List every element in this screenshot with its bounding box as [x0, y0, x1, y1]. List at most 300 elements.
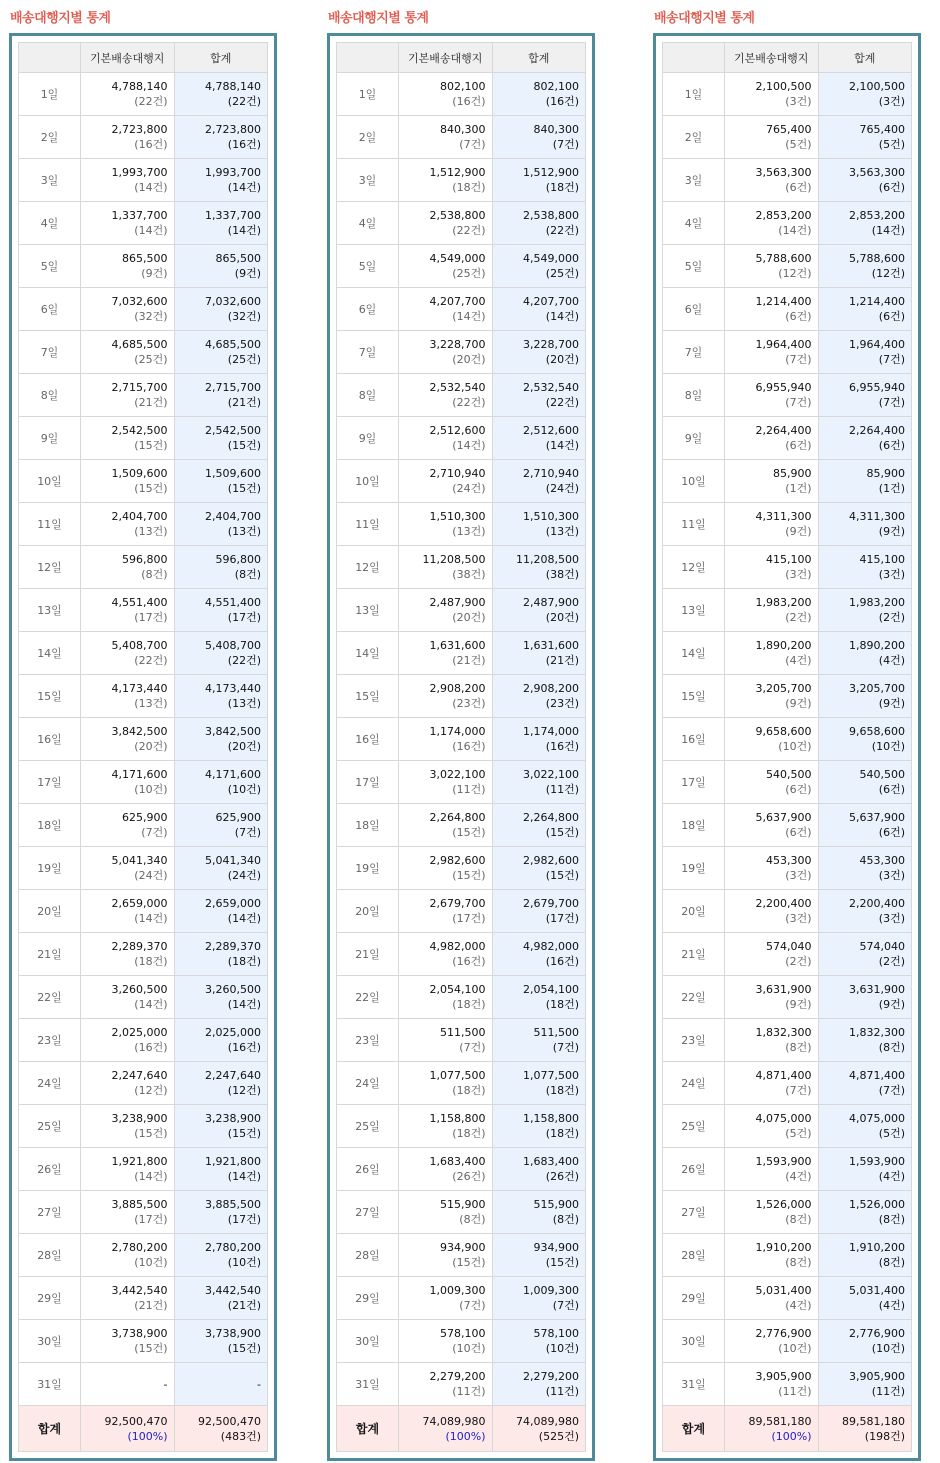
agency-amount-cell [725, 933, 819, 976]
row-total-amount: 453,300 [859, 854, 905, 867]
total-amount-cell [818, 116, 912, 159]
table-row [663, 718, 912, 761]
row-total-amount: 574,040 [859, 940, 905, 953]
table-row [19, 245, 268, 288]
row-total-amount: 2,512,600 [523, 424, 579, 437]
row-total-amount: 540,500 [859, 768, 905, 781]
row-total-count: (2건) [878, 955, 905, 968]
row-total-count: (38건) [545, 568, 579, 581]
agency-count: (15건) [452, 869, 486, 882]
total-amount-cell [818, 1148, 912, 1191]
agency-count: (13건) [134, 697, 168, 710]
agency-count: (9건) [785, 998, 812, 1011]
total-amount-cell [492, 417, 586, 460]
total-amount-cell [492, 589, 586, 632]
row-total-amount: 1,512,900 [523, 166, 579, 179]
agency-amount-cell [725, 847, 819, 890]
row-total-count: (24건) [227, 869, 261, 882]
agency-amount: 1,158,800 [429, 1112, 486, 1125]
row-total-amount: 4,173,440 [205, 682, 261, 695]
day-label: 26일 [663, 1148, 725, 1191]
agency-count: (11건) [452, 783, 486, 796]
agency-amount: 596,800 [122, 553, 168, 566]
total-amount-cell [174, 847, 268, 890]
row-total-amount: 1,077,500 [523, 1069, 579, 1082]
day-label: 21일 [19, 933, 81, 976]
agency-count: (14건) [134, 912, 168, 925]
row-total-amount: 2,404,700 [205, 510, 261, 523]
agency-amount: 2,264,400 [755, 424, 812, 437]
agency-amount-cell [81, 1320, 175, 1363]
total-amount-cell [492, 1277, 586, 1320]
agency-amount: 1,512,900 [429, 166, 486, 179]
row-total-amount: 515,900 [533, 1198, 579, 1211]
agency-amount: 2,542,500 [111, 424, 168, 437]
total-amount-cell [174, 804, 268, 847]
agency-count: (14건) [452, 310, 486, 323]
table-row [337, 1234, 586, 1277]
agency-amount-cell [725, 1148, 819, 1191]
row-total-amount: 2,200,400 [849, 897, 905, 910]
day-label: 30일 [663, 1320, 725, 1363]
row-total-amount: 4,311,300 [849, 510, 905, 523]
day-label: 29일 [19, 1277, 81, 1320]
day-label: 30일 [19, 1320, 81, 1363]
total-amount-cell [174, 245, 268, 288]
day-label: 5일 [663, 245, 725, 288]
day-label: 2일 [337, 116, 399, 159]
row-total-count: (14건) [871, 224, 905, 237]
agency-amount: 1,526,000 [755, 1198, 812, 1211]
row-total-amount: 2,289,370 [205, 940, 261, 953]
agency-amount: 2,100,500 [755, 80, 812, 93]
total-amount-cell [174, 546, 268, 589]
row-total-amount: 2,715,700 [205, 381, 261, 394]
total-amount-cell [818, 159, 912, 202]
table-row [19, 1363, 268, 1406]
total-amount-cell [818, 1191, 912, 1234]
table-row [19, 331, 268, 374]
row-total-count: (15건) [545, 826, 579, 839]
agency-amount-cell [81, 847, 175, 890]
agency-count: (7건) [785, 1084, 812, 1097]
agency-amount: 2,659,000 [111, 897, 168, 910]
total-percent: (100%) [771, 1429, 812, 1443]
total-amount-cell [492, 890, 586, 933]
agency-count: (15건) [134, 439, 168, 452]
total-amount-cell [174, 1234, 268, 1277]
table-row [337, 288, 586, 331]
day-label: 16일 [19, 718, 81, 761]
total-amount-cell [174, 503, 268, 546]
total-amount-cell [492, 546, 586, 589]
table-row [337, 1148, 586, 1191]
table-row [19, 1062, 268, 1105]
agency-amount: 3,442,540 [111, 1284, 168, 1297]
row-total-count: (9건) [878, 697, 905, 710]
table-row [19, 503, 268, 546]
table-header-row [663, 43, 912, 73]
table-row [19, 116, 268, 159]
agency-amount-cell [81, 1191, 175, 1234]
day-label: 31일 [663, 1363, 725, 1406]
agency-amount-cell [725, 73, 819, 116]
agency-amount-cell [725, 1277, 819, 1320]
total-amount-cell [492, 245, 586, 288]
total-amount-cell [492, 202, 586, 245]
row-total-count: (6건) [878, 783, 905, 796]
agency-amount-cell [81, 675, 175, 718]
agency-stats-table [662, 42, 912, 1452]
row-total-amount: 4,788,140 [205, 80, 261, 93]
day-label: 2일 [663, 116, 725, 159]
agency-count: (18건) [452, 1084, 486, 1097]
day-label: 3일 [337, 159, 399, 202]
agency-amount-cell [399, 761, 493, 804]
row-total-count: (15건) [545, 869, 579, 882]
table-row [337, 1105, 586, 1148]
day-label: 4일 [663, 202, 725, 245]
row-total-count: (15건) [227, 482, 261, 495]
total-amount-cell [492, 718, 586, 761]
day-label: 5일 [19, 245, 81, 288]
table-row [663, 417, 912, 460]
agency-amount-cell [399, 890, 493, 933]
total-amount: 92,500,470 [104, 1414, 168, 1428]
day-label: 27일 [663, 1191, 725, 1234]
header-default-agency: 기본배송대행지 [725, 43, 819, 73]
row-total-count: (18건) [545, 181, 579, 194]
row-total-count: (22건) [227, 654, 261, 667]
day-label: 12일 [663, 546, 725, 589]
row-total-count: (7건) [878, 353, 905, 366]
agency-count: (5건) [785, 138, 812, 151]
row-total-count: (13건) [227, 525, 261, 538]
total-amount: 89,581,180 [748, 1414, 812, 1428]
agency-amount: 3,738,900 [111, 1327, 168, 1340]
agency-amount: 2,532,540 [429, 381, 486, 394]
agency-amount-cell [81, 331, 175, 374]
table-row [663, 890, 912, 933]
agency-amount: 1,631,600 [429, 639, 486, 652]
agency-amount: 1,983,200 [755, 596, 812, 609]
row-total-amount: 1,683,400 [523, 1155, 579, 1168]
table-row [663, 675, 912, 718]
total-amount-cell [174, 1062, 268, 1105]
row-total-count: (8건) [878, 1256, 905, 1269]
agency-amount-cell [399, 1148, 493, 1191]
row-total-count: (15건) [227, 1342, 261, 1355]
row-total-count: (8건) [552, 1213, 579, 1226]
row-total-amount: 1,214,400 [849, 295, 905, 308]
total-amount-cell [818, 1105, 912, 1148]
day-label: 18일 [19, 804, 81, 847]
day-label: 12일 [337, 546, 399, 589]
total-amount-cell [174, 1320, 268, 1363]
row-total-amount: 2,908,200 [523, 682, 579, 695]
day-label: 8일 [337, 374, 399, 417]
row-total-amount: 5,637,900 [849, 811, 905, 824]
agency-count: (25건) [134, 353, 168, 366]
day-label: 22일 [337, 976, 399, 1019]
table-row [663, 460, 912, 503]
row-total-count: (16건) [227, 1041, 261, 1054]
agency-amount-cell [81, 718, 175, 761]
day-label: 25일 [337, 1105, 399, 1148]
total-amount-cell [818, 374, 912, 417]
total-percent: (100%) [445, 1429, 486, 1443]
row-total-count: (23건) [545, 697, 579, 710]
agency-amount: 4,685,500 [111, 338, 168, 351]
table-row [663, 331, 912, 374]
row-total-amount: 3,205,700 [849, 682, 905, 695]
agency-count: (16건) [452, 740, 486, 753]
agency-count: (8건) [785, 1041, 812, 1054]
agency-amount-cell [81, 73, 175, 116]
row-total-amount: 4,207,700 [523, 295, 579, 308]
row-total-amount: 802,100 [533, 80, 579, 93]
table-row [19, 976, 268, 1019]
agency-count: (21건) [134, 1299, 168, 1312]
total-percent: (100%) [127, 1429, 168, 1443]
day-label: 1일 [19, 73, 81, 116]
agency-amount: 453,300 [766, 854, 812, 867]
agency-amount-cell [399, 632, 493, 675]
row-total-amount: 4,685,500 [205, 338, 261, 351]
header-default-agency: 기본배송대행지 [399, 43, 493, 73]
table-row [663, 1191, 912, 1234]
agency-count: (15건) [452, 1256, 486, 1269]
total-amount-cell [174, 417, 268, 460]
row-total-amount: 2,853,200 [849, 209, 905, 222]
table-row [663, 1105, 912, 1148]
agency-amount-cell [81, 1105, 175, 1148]
day-label: 8일 [19, 374, 81, 417]
table-row [19, 675, 268, 718]
total-amount-cell [492, 632, 586, 675]
table-row [19, 804, 268, 847]
row-total-count: (25건) [227, 353, 261, 366]
agency-amount: 1,921,800 [111, 1155, 168, 1168]
total-amount-cell [818, 1277, 912, 1320]
row-total-amount: - [257, 1377, 261, 1391]
row-total-count: (14건) [227, 181, 261, 194]
table-row [663, 933, 912, 976]
day-label: 7일 [337, 331, 399, 374]
agency-amount: 2,715,700 [111, 381, 168, 394]
agency-count: (13건) [134, 525, 168, 538]
row-total-count: (7건) [878, 1084, 905, 1097]
agency-amount: 4,788,140 [111, 80, 168, 93]
table-row [663, 804, 912, 847]
table-row [663, 976, 912, 1019]
total-amount-cell [492, 976, 586, 1019]
agency-count: (22건) [134, 95, 168, 108]
row-total-count: (20건) [545, 611, 579, 624]
agency-count: (14건) [452, 439, 486, 452]
agency-count: (10건) [778, 1342, 812, 1355]
agency-amount: 540,500 [766, 768, 812, 781]
total-amount-cell [818, 589, 912, 632]
row-total-count: (9건) [878, 525, 905, 538]
agency-count: (16건) [452, 955, 486, 968]
row-total-count: (14건) [227, 912, 261, 925]
table-row [663, 202, 912, 245]
row-total-count: (4건) [878, 1170, 905, 1183]
table-row [663, 761, 912, 804]
grand-total-count: (483건) [220, 1429, 261, 1443]
agency-count: (20건) [452, 611, 486, 624]
agency-amount-cell [399, 503, 493, 546]
header-day [19, 43, 81, 73]
agency-amount: 1,337,700 [111, 209, 168, 222]
day-label: 23일 [337, 1019, 399, 1062]
agency-amount: 3,631,900 [755, 983, 812, 996]
row-total-amount: 596,800 [215, 553, 261, 566]
row-total-amount: 2,679,700 [523, 897, 579, 910]
agency-count: (20건) [134, 740, 168, 753]
day-label: 21일 [663, 933, 725, 976]
agency-amount: 840,300 [440, 123, 486, 136]
agency-amount-cell [399, 374, 493, 417]
agency-amount-cell [725, 1105, 819, 1148]
agency-count: (21건) [452, 654, 486, 667]
total-amount-cell [174, 1363, 268, 1406]
total-amount-cell [818, 675, 912, 718]
agency-amount: 1,832,300 [755, 1026, 812, 1039]
row-total-count: (1건) [878, 482, 905, 495]
row-total-amount: 511,500 [533, 1026, 579, 1039]
total-row [663, 1406, 912, 1452]
row-total-count: (6건) [878, 439, 905, 452]
table-row [19, 460, 268, 503]
agency-amount-cell [81, 589, 175, 632]
table-row [19, 718, 268, 761]
row-total-count: (3건) [878, 568, 905, 581]
row-total-count: (20건) [227, 740, 261, 753]
row-total-amount: 4,871,400 [849, 1069, 905, 1082]
total-amount-cell [174, 1277, 268, 1320]
grand-total-count: (198건) [864, 1429, 905, 1443]
agency-count: (12건) [134, 1084, 168, 1097]
agency-count: (14건) [778, 224, 812, 237]
row-total-count: (6건) [878, 310, 905, 323]
row-total-count: (17건) [227, 1213, 261, 1226]
total-amount-cell [174, 331, 268, 374]
total-amount-cell [818, 288, 912, 331]
total-amount-cell [818, 460, 912, 503]
day-label: 24일 [337, 1062, 399, 1105]
total-amount-cell [492, 331, 586, 374]
agency-count: (15건) [134, 482, 168, 495]
agency-amount-cell [81, 1148, 175, 1191]
total-amount-cell [174, 718, 268, 761]
row-total-amount: 2,487,900 [523, 596, 579, 609]
agency-count: (18건) [452, 1127, 486, 1140]
total-amount-cell [174, 890, 268, 933]
row-total-amount: 2,264,400 [849, 424, 905, 437]
table-row [337, 460, 586, 503]
day-label: 5일 [337, 245, 399, 288]
day-label: 18일 [663, 804, 725, 847]
table-row [19, 589, 268, 632]
row-total-amount: 5,041,340 [205, 854, 261, 867]
grand-total-amount: 92,500,470 [198, 1414, 261, 1428]
row-total-amount: 1,921,800 [205, 1155, 261, 1168]
agency-amount: 625,900 [122, 811, 168, 824]
row-total-amount: 3,022,100 [523, 768, 579, 781]
table-row [337, 1019, 586, 1062]
table-row [19, 890, 268, 933]
agency-count: (18건) [452, 998, 486, 1011]
total-amount-cell [818, 245, 912, 288]
table-row [337, 761, 586, 804]
row-total-amount: 578,100 [533, 1327, 579, 1340]
row-total-count: (21건) [227, 396, 261, 409]
table-row [19, 73, 268, 116]
table-row [19, 1191, 268, 1234]
row-total-amount: 1,964,400 [849, 338, 905, 351]
agency-amount: 1,009,300 [429, 1284, 486, 1297]
table-row [663, 1148, 912, 1191]
row-total-count: (4건) [878, 1299, 905, 1312]
row-total-count: (11건) [545, 783, 579, 796]
table-row [663, 1277, 912, 1320]
agency-amount: 5,041,340 [111, 854, 168, 867]
agency-amount-cell [399, 460, 493, 503]
day-label: 2일 [19, 116, 81, 159]
panel-title: 배송대행지별 통계 [10, 11, 111, 26]
agency-count: (10건) [134, 783, 168, 796]
agency-count: (16건) [134, 138, 168, 151]
row-total-amount: 3,442,540 [205, 1284, 261, 1297]
total-amount-cell [818, 503, 912, 546]
agency-count: (18건) [134, 955, 168, 968]
total-amount-cell [492, 1234, 586, 1277]
total-amount-cell [174, 761, 268, 804]
stats-table-box [9, 33, 277, 1461]
agency-amount-cell [399, 1363, 493, 1406]
day-label: 17일 [337, 761, 399, 804]
row-total-amount: 2,710,940 [523, 467, 579, 480]
agency-amount: 1,964,400 [755, 338, 812, 351]
agency-amount-cell [725, 589, 819, 632]
total-amount-cell [818, 546, 912, 589]
row-total-amount: 5,788,600 [849, 252, 905, 265]
agency-count: (22건) [452, 396, 486, 409]
agency-count: (15건) [134, 1127, 168, 1140]
day-label: 29일 [663, 1277, 725, 1320]
agency-amount: 1,510,300 [429, 510, 486, 523]
agency-count: (38건) [452, 568, 486, 581]
header-day [337, 43, 399, 73]
day-label: 17일 [663, 761, 725, 804]
grand-total-amount: 74,089,980 [516, 1414, 579, 1428]
agency-count: (6건) [785, 439, 812, 452]
row-total-amount: 2,025,000 [205, 1026, 261, 1039]
row-total-count: (8건) [234, 568, 261, 581]
agency-count: (18건) [452, 181, 486, 194]
table-row [663, 1019, 912, 1062]
table-row [19, 632, 268, 675]
row-total-count: (21건) [227, 1299, 261, 1312]
agency-amount-cell [399, 1062, 493, 1105]
row-total-amount: 1,158,800 [523, 1112, 579, 1125]
agency-amount: 2,776,900 [755, 1327, 812, 1340]
agency-count: (13건) [452, 525, 486, 538]
agency-amount-cell [81, 1234, 175, 1277]
table-row [337, 374, 586, 417]
